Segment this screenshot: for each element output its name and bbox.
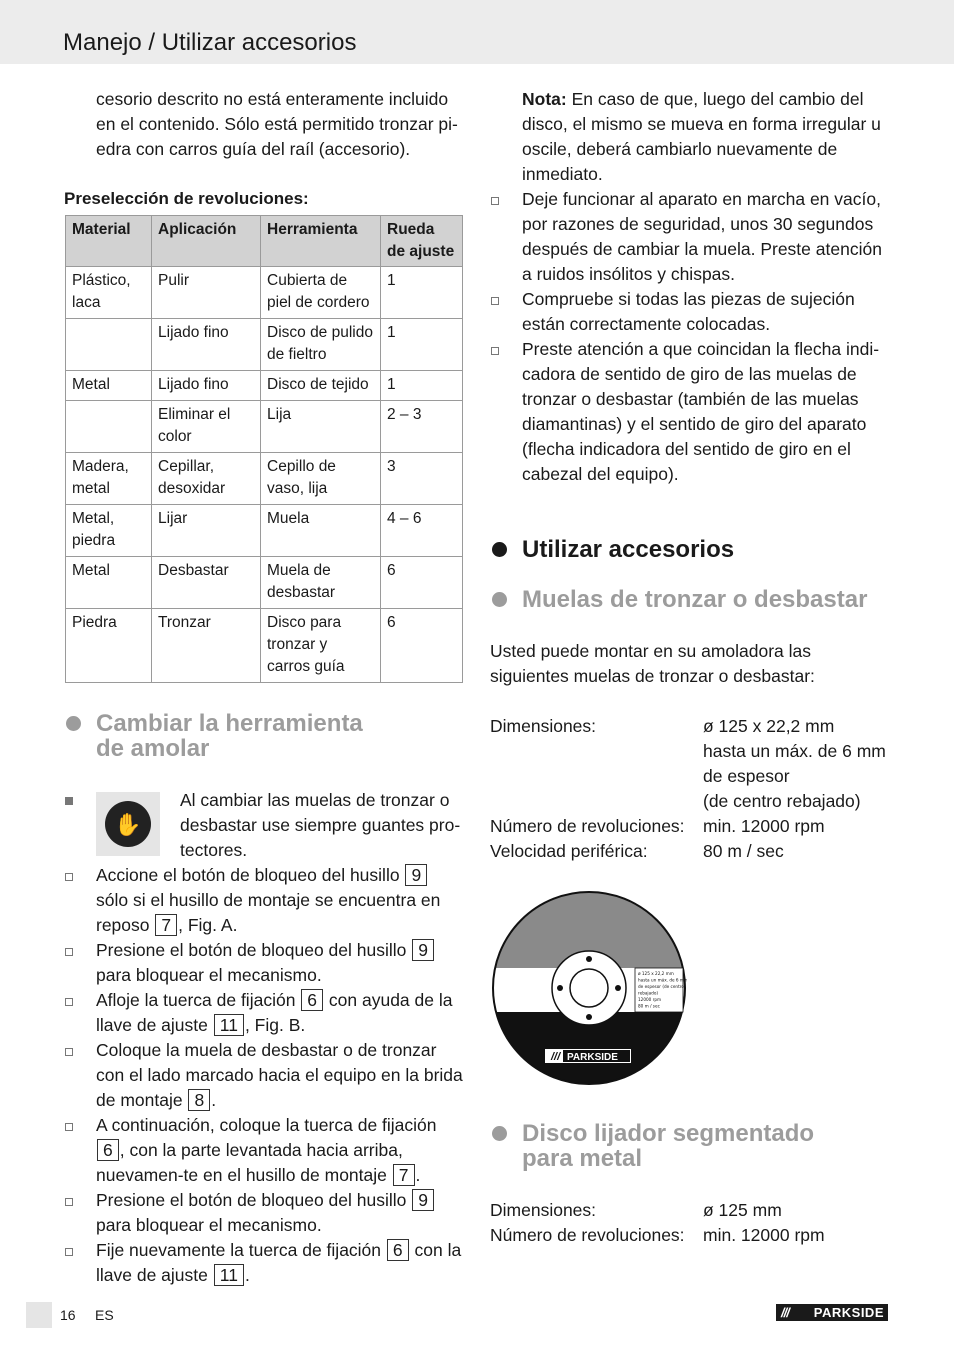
bullet-item: Deje funcionar al aparato en marcha en vacío, por razones de seguridad, unos 30 segundos después de cambiar la muela. Preste atención a ruidos insólitos y chispas. <box>490 187 890 287</box>
table-cell <box>66 401 152 453</box>
step-item: Presione el botón de bloqueo del husillo 9 para bloquear el mecanismo. <box>64 938 464 988</box>
part-ref: 8 <box>188 1089 210 1111</box>
step-item: Presione el botón de bloqueo del husillo 9 para bloquear el mecanismo. <box>64 1188 464 1238</box>
spec-row: Número de revoluciones: min. 12000 rpm <box>490 816 825 836</box>
table-cell: Pulir <box>152 267 261 319</box>
checkbox-bullet-icon <box>65 948 73 956</box>
section-heading-grinding-discs: Muelas de tronzar o desbastar <box>490 587 890 612</box>
bullet-dot-icon <box>66 716 81 731</box>
table-cell <box>66 319 152 371</box>
step-item: A continuación, coloque la tuerca de fijación 6 , con la parte levantada hacia arriba, nuevamen-te en el husillo de montaje 7 . <box>64 1113 464 1188</box>
table-cell: Cepillo de vaso, lija <box>261 453 381 505</box>
table-title: Preselección de revoluciones: <box>64 189 309 208</box>
table-cell: 4 – 6 <box>381 505 463 557</box>
table-cell: 6 <box>381 609 463 683</box>
language-code: ES <box>95 1307 114 1323</box>
page-title: Manejo / Utilizar accesorios <box>63 29 357 56</box>
table-cell: 2 – 3 <box>381 401 463 453</box>
table-cell: 6 <box>381 557 463 609</box>
table-cell: Lijado fino <box>152 319 261 371</box>
table-cell: Metal, piedra <box>66 505 152 557</box>
table-row <box>66 319 463 371</box>
table-cell: Lija <box>261 401 381 453</box>
part-ref: 9 <box>412 939 434 961</box>
table-header-cell: Aplicación <box>152 216 261 267</box>
disc-label-line: de espesor (de centro <box>638 984 684 989</box>
warning-text: Al cambiar las muelas de tronzar o desbastar use siempre guantes pro-tectores. <box>180 790 461 860</box>
table-cell: 1 <box>381 371 463 401</box>
table-cell: 3 <box>381 453 463 505</box>
table-cell: Cepillar, desoxidar <box>152 453 261 505</box>
note-text: En caso de que, luego del cambio del disco, el mismo se mueva en forma irregular u oscile, deberá cambiarlo nuevamente de inmediato. <box>522 89 881 184</box>
spec-row: Dimensiones: ø 125 x 22,2 mm hasta un máx. de 6 mm de espesor (de centro rebajado) <box>490 716 886 811</box>
disc-label-line: hasta un máx. de 6 mm <box>638 977 687 983</box>
section-heading-segmented-disc: Disco lijador segmentado para metal <box>490 1121 890 1171</box>
right-column <box>490 87 890 1248</box>
part-ref: 6 <box>97 1139 119 1161</box>
table-header-cell: Rueda de ajuste <box>381 216 463 267</box>
bullet-item: Compruebe si todas las piezas de sujeción están correctamente colocadas. <box>490 287 890 337</box>
table-header-cell: Material <box>66 216 152 267</box>
table-cell: Muela <box>261 505 381 557</box>
table-cell: Lijado fino <box>152 371 261 401</box>
svg-text:///: /// <box>551 1051 561 1063</box>
checkbox-bullet-icon <box>65 1248 73 1256</box>
part-ref: 6 <box>301 989 323 1011</box>
table-cell: 1 <box>381 267 463 319</box>
table-cell: Eliminar el color <box>152 401 261 453</box>
table-cell: Lijar <box>152 505 261 557</box>
speed-table <box>65 215 463 683</box>
bullet-dot-icon <box>492 592 507 607</box>
table-cell: Plástico, laca <box>66 267 152 319</box>
section-heading-change-tool: Cambiar la herramienta de amolar <box>64 711 464 761</box>
table-row <box>66 557 463 609</box>
spec-row: Número de revoluciones: min. 12000 rpm <box>490 1225 825 1245</box>
step-item: Fije nuevamente la tuerca de fijación 6 con la llave de ajuste 11 . <box>64 1238 464 1288</box>
spec-row: Velocidad periférica: 80 m / sec <box>490 841 784 861</box>
table-cell: Disco de tejido <box>261 371 381 401</box>
spec-row: Dimensiones: ø 125 mm <box>490 1200 782 1220</box>
part-ref: 6 <box>387 1239 409 1261</box>
table-row <box>66 401 463 453</box>
part-ref: 9 <box>412 1189 434 1211</box>
bullet-item: Preste atención a que coincidan la flecha indi-cadora de sentido de giro de las muelas de tronzar o desbastar (también de las muelas diamantinas) y el sentido de giro del aparato (flecha indicadora del sentido de giro en el cabezal del equipo). <box>490 337 890 487</box>
disc-label-line: rebajado) <box>638 990 659 996</box>
step-item: Afloje la tuerca de fijación 6 con ayuda de la llave de ajuste 11 , Fig. B. <box>64 988 464 1038</box>
page-number: 16 <box>60 1307 76 1323</box>
table-row <box>66 505 463 557</box>
table-cell: Tronzar <box>152 609 261 683</box>
intro-paragraph: cesorio descrito no está enteramente incluido en el contenido. Sólo está permitido tronzar pi-edra con carros guía del raíl (accesorio). <box>96 89 458 159</box>
checkbox-bullet-icon <box>491 197 499 205</box>
table-cell: Cubierta de piel de cordero <box>261 267 381 319</box>
disc-label-line: 12000 rpm <box>638 997 662 1002</box>
table-cell: Piedra <box>66 609 152 683</box>
checkbox-bullet-icon <box>65 1123 73 1131</box>
page-header <box>0 0 954 64</box>
checkbox-bullet-icon <box>491 297 499 305</box>
table-header-row <box>66 216 463 267</box>
disc-label-line: 80 m / sec <box>638 1003 660 1009</box>
bullet-dot-icon <box>492 1126 507 1141</box>
part-ref: 11 <box>214 1264 244 1286</box>
gloves-icon: ✋ <box>96 792 160 856</box>
checkbox-bullet-icon <box>65 873 73 881</box>
part-ref: 11 <box>214 1014 244 1036</box>
table-row <box>66 371 463 401</box>
checkbox-bullet-icon <box>65 1048 73 1056</box>
parkside-logo: /// PARKSIDE <box>776 1304 888 1321</box>
bullet-dot-icon <box>492 542 507 557</box>
step-item: Accione el botón de bloqueo del husillo 9 sólo si el husillo de montaje se encuentra en reposo 7 , Fig. A. <box>64 863 464 938</box>
table-row <box>66 453 463 505</box>
table-cell: Disco para tronzar y carros guía <box>261 609 381 683</box>
table-cell: Metal <box>66 557 152 609</box>
table-cell: Muela de desbastar <box>261 557 381 609</box>
checkbox-bullet-icon <box>65 998 73 1006</box>
checkbox-bullet-icon <box>491 347 499 355</box>
page-marker <box>26 1302 52 1328</box>
disc-brand-text: PARKSIDE <box>567 1052 618 1063</box>
square-bullet-icon <box>65 797 73 805</box>
warning-item <box>64 788 464 863</box>
part-ref: 9 <box>405 864 427 886</box>
table-cell: Desbastar <box>152 557 261 609</box>
note-paragraph <box>490 87 890 187</box>
table-cell: 1 <box>381 319 463 371</box>
muelas-intro: Usted puede montar en su amoladora las siguientes muelas de tronzar o desbastar: <box>490 641 815 686</box>
note-label: Nota: <box>522 89 567 109</box>
table-cell: Disco de pulido de fieltro <box>261 319 381 371</box>
table-row <box>66 267 463 319</box>
table-cell: Metal <box>66 371 152 401</box>
left-column <box>64 87 464 1288</box>
page-footer <box>26 1302 126 1328</box>
grinding-disc-illustration <box>491 890 890 1093</box>
step-item: Coloque la muela de desbastar o de tronzar con el lado marcado hacia el equipo en la brida de montaje 8 . <box>64 1038 464 1113</box>
section-heading-use-accessories: Utilizar accesorios <box>490 537 890 562</box>
table-row <box>66 609 463 683</box>
table-cell: Madera, metal <box>66 453 152 505</box>
checkbox-bullet-icon <box>65 1198 73 1206</box>
disc-label-line: ø 125 x 22,2 mm <box>638 971 674 976</box>
part-ref: 7 <box>393 1164 415 1186</box>
table-header-cell: Herramienta <box>261 216 381 267</box>
part-ref: 7 <box>155 914 177 936</box>
